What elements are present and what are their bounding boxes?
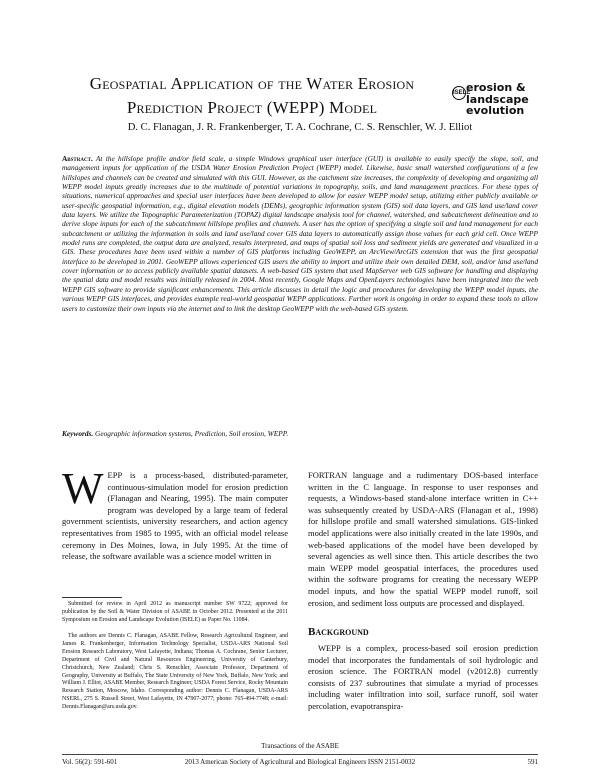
isele-logo xyxy=(452,80,536,122)
copyright-line: 2013 American Society of Agricultural and Biological Engineers ISSN 2151-0032 xyxy=(184,758,416,766)
background-paragraph: WEPP is a complex, process-based soil erosion prediction model that incorporates the fundamentals of soil hydrologic and erosion science. The FORTRAN model (v2012.8) currently consists of 237 subroutines that simulate a myriad of processes including water infiltration into soil, surface runoff, soil water percolation, evapotranspira- xyxy=(308,643,538,711)
logo-badge: ISELE xyxy=(452,86,466,100)
abstract-label: Abstract. xyxy=(62,154,93,163)
logo-line-3: evolution xyxy=(466,104,525,117)
logo-text xyxy=(466,82,538,117)
abstract xyxy=(62,154,538,313)
logo-line-2: landscape xyxy=(466,92,529,106)
drop-cap: W xyxy=(62,464,104,513)
logo-line-1: erosion & xyxy=(466,81,526,94)
keywords xyxy=(62,429,538,438)
background-heading: Background xyxy=(308,626,369,638)
volume-pages: Vol. 56(2): 591-601 xyxy=(62,758,118,766)
footer-rule xyxy=(62,754,538,755)
paper-title xyxy=(62,72,442,120)
body-column-right xyxy=(308,470,538,609)
intro-paragraph: EPP is a process-based, distributed-parameter, continuous-simulation model for erosion prediction (Flanagan and Nearing, 1995). The main computer program was developed by a large team of federal government scientists, university researchers, and action agency representatives from 1985 to 1995, with an official model release ceremony in Des Moines, Iowa, in July 1995. At the time of release, the software available was a science model written in xyxy=(62,470,288,562)
title-line-1: Geospatial Application of the Water Erosion xyxy=(89,74,415,93)
title-line-2: Prediction Project (WEPP) Model xyxy=(126,98,378,117)
author-list: D. C. Flanagan, J. R. Frankenberger, T. A. Cochrane, C. S. Renschler, W. J. Elliot xyxy=(127,122,473,133)
footnote-divider xyxy=(62,597,122,598)
abstract-text: At the hillslope profile and/or field scale, a simple Windows graphical user interface (GUI) is available to easily specify the slope, soil, and management inputs for application of the USDA Water Erosion Prediction Project (WEPP) model. Likewise, basic small watershed configurations of a few hillslopes and channels can be created and simulated with this GUI. However, as the catchment size increases, the complexity of developing and organizing all WEPP model inputs greatly increases due to the multitude of potential variations in topography, soils, and land management practices. For these types of situations, numerical approaches and special user interfaces have been developed to allow for easier WEPP model setup, utilizing either publicly available or user-specific geospatial information, e.g., digital elevation models (DEMs), geographic information system (GIS) soil data layers, and GIS land use/land cover data layers. We utilize the Topographic Parameterization (TOPAZ) digital landscape analysis tool for channel, watershed, and subcatchment delineation and to derive slope inputs for each of the subcatchment hillslope profiles and channels. A user has the option of specifying a single soil and land management for each subcatchment or utilizing the information in soils and land use/land cover GIS data layers to automatically assign those values for each grid cell. Once WEPP model runs are completed, the output data are analyzed, results interpreted, and maps of spatial soil loss and sediment yields are generated and visualized in a GIS. These procedures have been used within a number of GIS platforms including GeoWEPP, an ArcView/ArcGIS extension that was the first geospatial interface to be developed in 2001. GeoWEPP allows experienced GIS users the ability to import and utilize their own detailed DEM, soil, and/or land use/land cover information or to access publicly available spatial datasets. A web-based GIS system that used MapServer web GIS software for handling and displaying the spatial data and model results was initially released in 2004. Most recently, Google Maps and OpenLayers technologies have been integrated into the web WEPP GIS software to provide significant enhancements. This article discusses in detail the logic and procedures for developing the WEPP model inputs, the various WEPP GIS interfaces, and provides example real-world geospatial WEPP applications. Further work is ongoing in order to expand these tools to allow users to customize their own inputs via the internet and to link the desktop GeoWEPP with the web-based GIS system. xyxy=(62,154,538,313)
keywords-text: Geographic information systems, Prediction, Soil erosion, WEPP. xyxy=(93,429,289,438)
body-column-left xyxy=(62,464,288,563)
keywords-label: Keywords. xyxy=(62,429,94,438)
footnote-authors-body: Dennis C. Flanagan, ASABE Fellow, Research Agricultural Engineer, and James R. Frankenberger, Information Technology Specialist, USDA-ARS National Soil Erosion Research Laboratory, West Lafayette, Indiana; Thomas A. Cochrane, Senior Lecturer, Department of Civil and Natural Resources Engineering, University of Canterbury, Christchurch, New Zealand; Chris S. Renschler, Associate Professor, Department of Geography, University at Buffalo, The State University of New York, Buffalo, New York; and William J. Elliot, ASABE Member, Research Engineer, USDA Forest Service, Rocky Mountain Research Station, Moscow, Idaho. Corresponding author: Dennis C. Flanagan, USDA-ARS NSERL, 275 S. Russell Street, West Lafayette, IN 47907-2077; phone: 765-494-7748; e-mail: Dennis.Flanagan@ars.usda.gov. xyxy=(62,633,288,711)
journal-name: Transactions of the ASABE xyxy=(261,742,339,750)
intro-continuation: FORTRAN language and a rudimentary DOS-based interface written in the C language. In response to user responses and requests, a Windows-based stand-alone interface written in C++ was subsequently created by USDA-ARS (Flanagan et al., 1998) for hillslope profile and small watershed simulations. GIS-linked model applications were also initially created in the late 1990s, and web-based applications of the model have been developed by several agencies as well since then. This article describes the two main WEPP model geospatial interfaces, the procedures used within the software programs for creating the necessary WEPP model inputs, and how the spatial WEPP model runoff, soil erosion, and sediment loss outputs are processed and displayed. xyxy=(308,470,538,608)
footnote-authors-intro: The authors are xyxy=(68,633,109,639)
footnote-submission: Submitted for review in April 2012 as manuscript number SW 9722; approved for publication by the Soil & Water Division of ASABE in October 2012. Presented at the 2011 Symposium on Erosion and Landscape Evolution (ISELE) as Paper No. 11084. xyxy=(62,601,288,623)
page-number: 591 xyxy=(527,758,538,766)
footnote-authors xyxy=(62,633,288,712)
